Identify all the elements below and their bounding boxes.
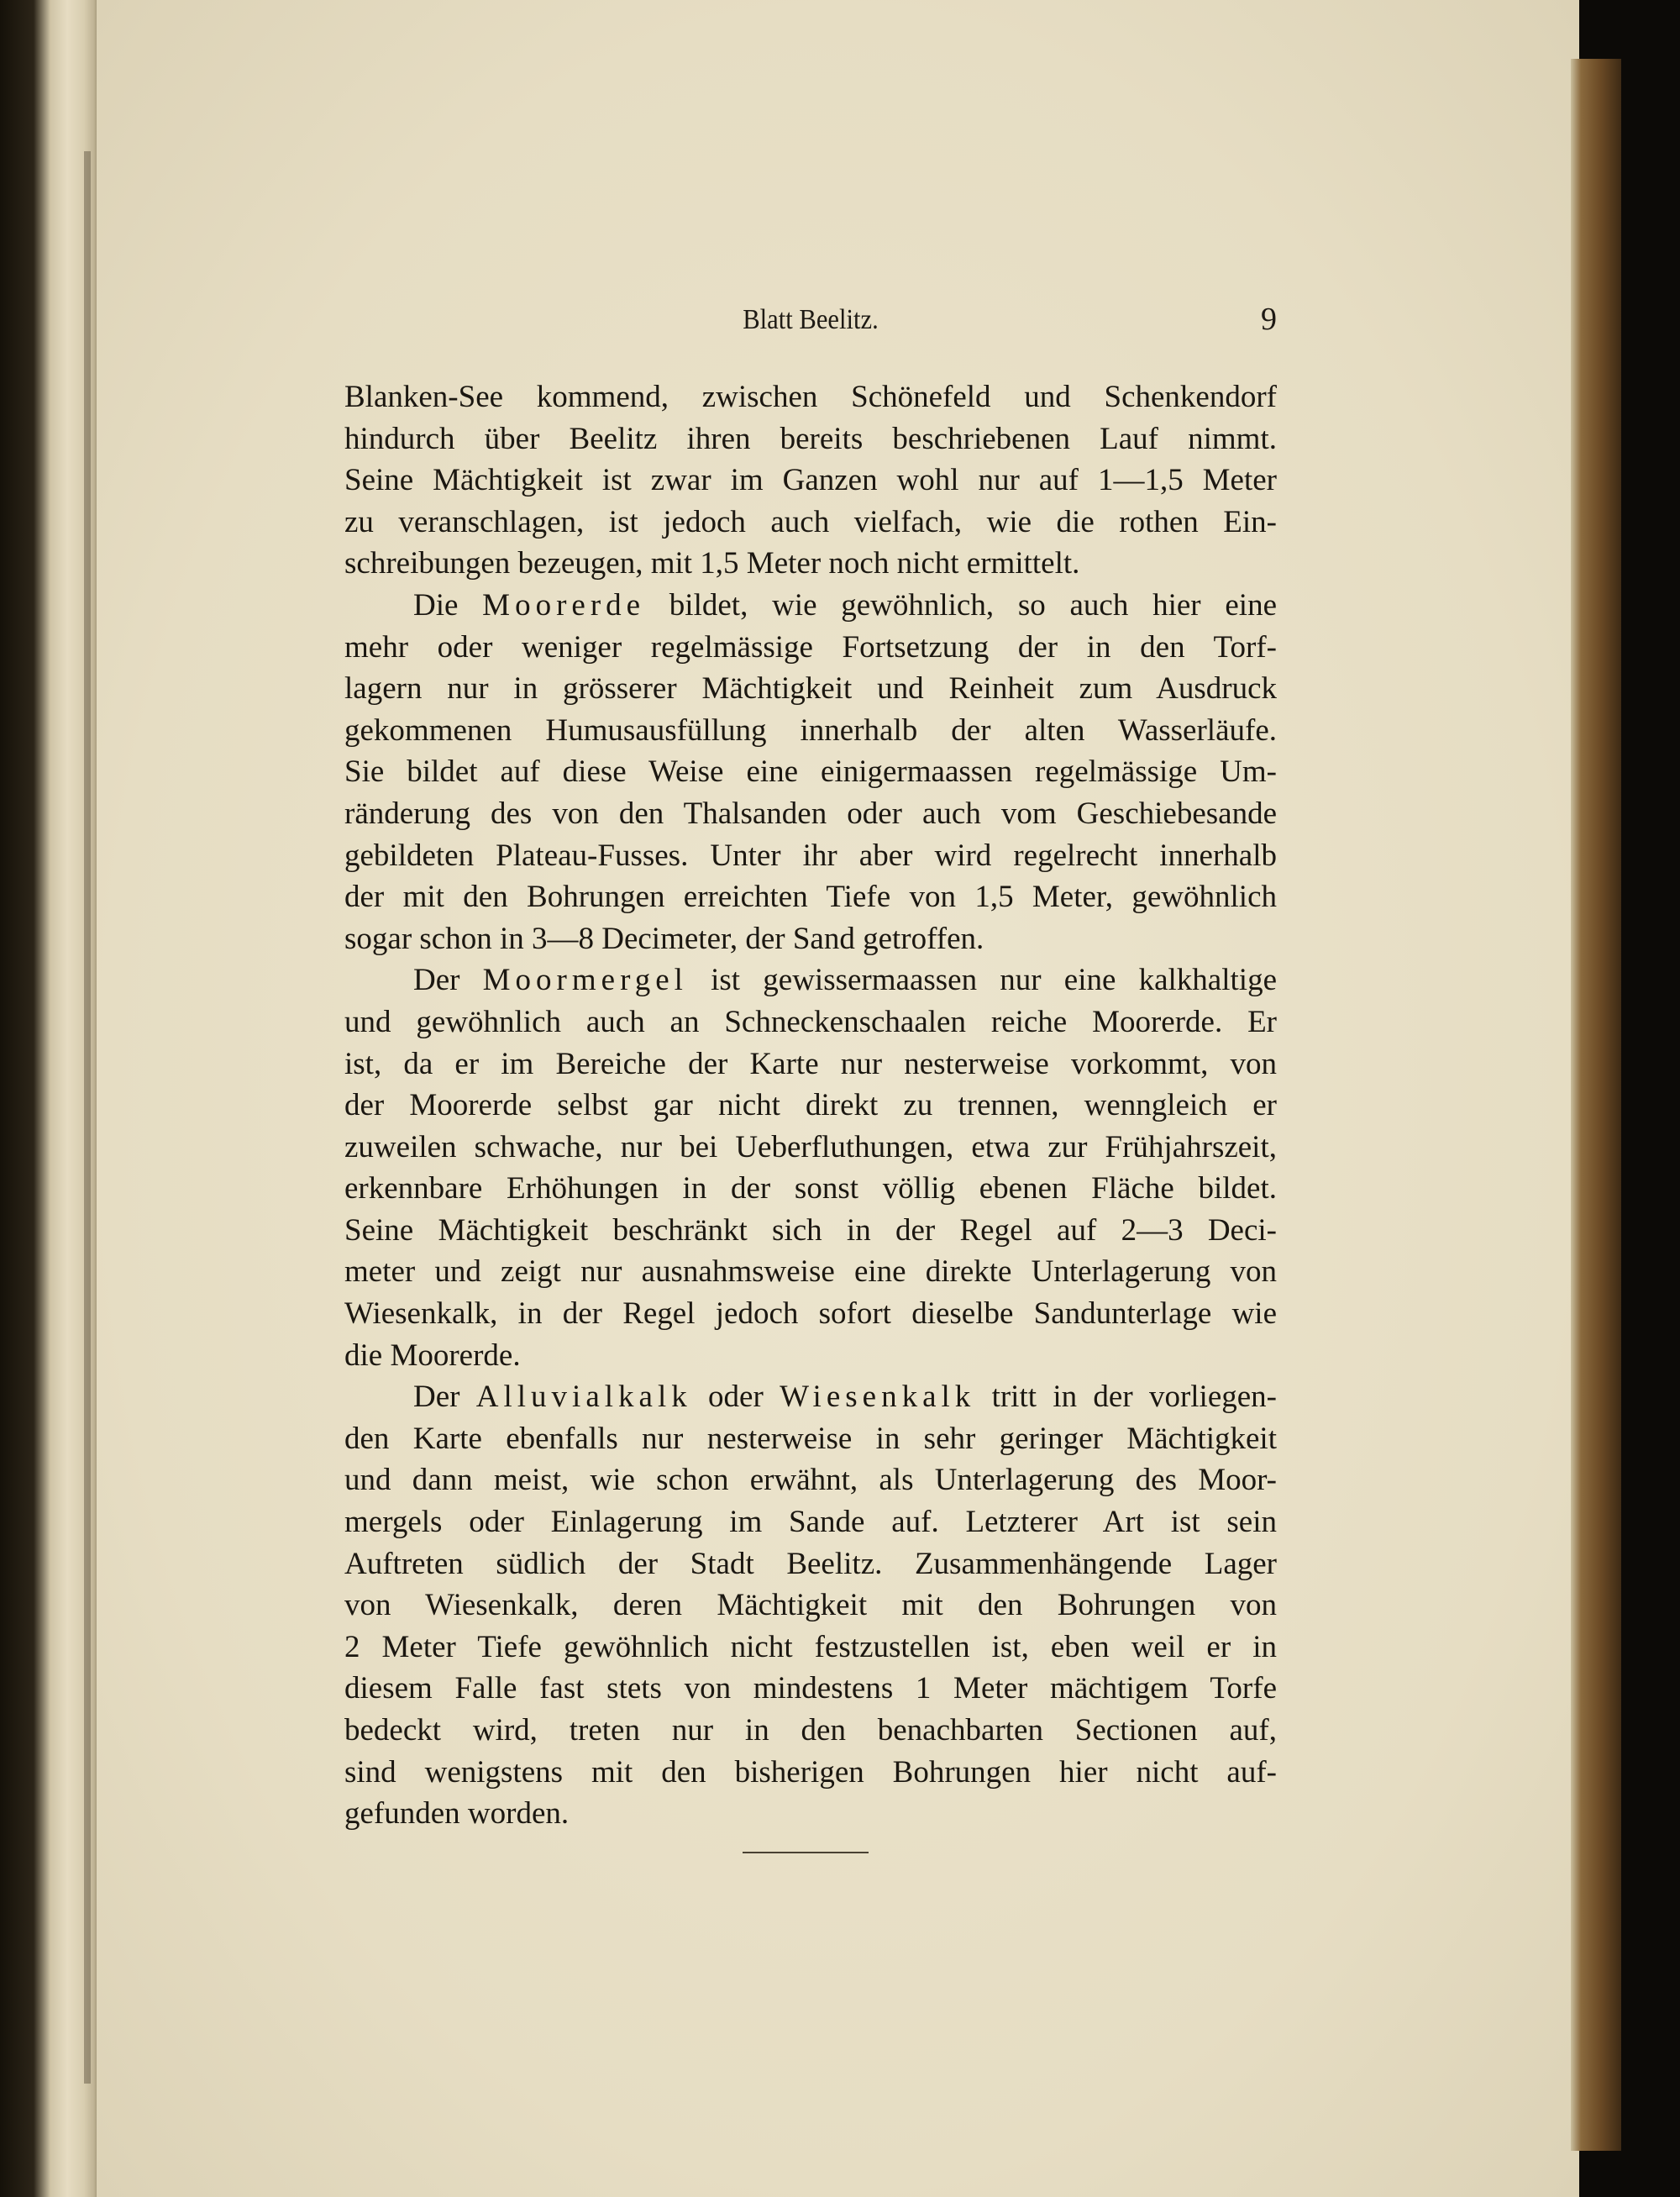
- text-line: hindurch über Beelitz ihren bereits beschriebenen Lauf nimmt.: [344, 421, 1277, 456]
- spaced-term: Alluvialkalk: [475, 1380, 692, 1415]
- text-line: bedeckt wird, treten nur in den benachbarten Sectionen auf,: [344, 1713, 1277, 1748]
- text-line: zuweilen schwache, nur bei Ueberfluthungen, etwa zur Frühjahrszeit,: [344, 1129, 1277, 1164]
- text-line: gefunden worden.: [344, 1796, 570, 1832]
- body-text: [344, 376, 1277, 1835]
- running-header: [344, 304, 1277, 346]
- text-line: mergels oder Einlagerung im Sande auf. Letzterer Art ist sein: [344, 1505, 1277, 1540]
- text-line: Seine Mächtigkeit ist zwar im Ganzen wohl nur auf 1—1,5 Meter: [344, 463, 1277, 498]
- text-line: lagern nur in grösserer Mächtigkeit und Reinheit zum Ausdruck: [344, 671, 1277, 707]
- book-binding: [0, 0, 97, 2197]
- text-line: ist, da er im Bereiche der Karte nur nesterweise vorkommt, von: [344, 1046, 1277, 1081]
- text-line: der Moorerde selbst gar nicht direkt zu trennen, wenngleich er: [344, 1088, 1277, 1123]
- binding-crease: [84, 151, 91, 2084]
- text-line: meter und zeigt nur ausnahmsweise eine direkte Unterlagerung von: [344, 1254, 1277, 1290]
- text-line: schreibungen bezeugen, mit 1,5 Meter noch nicht ermittelt.: [344, 546, 1080, 581]
- page-number: 9: [1261, 302, 1277, 337]
- text-line: ränderung des von den Thalsanden oder auch vom Geschiebesande: [344, 796, 1277, 831]
- text-line: diesem Falle fast stets von mindestens 1 Meter mächtigem Torfe: [344, 1671, 1277, 1706]
- text-line: die Moorerde.: [344, 1338, 521, 1373]
- text-line: sogar schon in 3—8 Decimeter, der Sand getroffen.: [344, 921, 984, 956]
- text-line: erkennbare Erhöhungen in der sonst völlig ebenen Fläche bildet.: [344, 1171, 1277, 1206]
- text-line: Auftreten südlich der Stadt Beelitz. Zusammenhängende Lager: [344, 1546, 1277, 1581]
- text-line: mehr oder weniger regelmässige Fortsetzung der in den Torf-: [344, 629, 1277, 665]
- text-line: und gewöhnlich auch an Schneckenschaalen reiche Moorerde. Er: [344, 1004, 1277, 1039]
- text-line: sind wenigstens mit den bisherigen Bohrungen hier nicht auf-: [344, 1754, 1277, 1790]
- text-line: gebildeten Plateau-Fusses. Unter ihr aber wird regelrecht innerhalb: [344, 838, 1277, 873]
- running-title: Blatt Beelitz.: [743, 304, 879, 335]
- spaced-term: Moorerde: [482, 587, 646, 623]
- text-line: Blanken-See kommend, zwischen Schönefeld und Schenkendorf: [344, 380, 1277, 414]
- page-edge: [1571, 59, 1621, 2151]
- text-line: Seine Mächtigkeit beschränkt sich in der Regel auf 2—3 Deci-: [344, 1212, 1277, 1248]
- text-line: von Wiesenkalk, deren Mächtigkeit mit den Bohrungen von: [344, 1588, 1277, 1623]
- text-line: Wiesenkalk, in der Regel jedoch sofort dieselbe Sandunterlage wie: [344, 1296, 1277, 1332]
- text-line: der mit den Bohrungen erreichten Tiefe von 1,5 Meter, gewöhnlich: [344, 880, 1277, 915]
- text-line: zu veranschlagen, ist jedoch auch vielfach, wie die rothen Ein-: [344, 504, 1277, 539]
- text-line: gekommenen Humusausfüllung innerhalb der alten Wasserläufe.: [344, 712, 1277, 748]
- text-line: 2 Meter Tiefe gewöhnlich nicht festzustellen ist, eben weil er in: [344, 1629, 1277, 1664]
- text-line: Die Moorerde bildet, wie gewöhnlich, so auch hier eine: [413, 587, 1277, 623]
- spaced-term: Moormergel: [482, 963, 688, 998]
- end-rule: [743, 1852, 869, 1853]
- text-line: Sie bildet auf diese Weise eine einigermaassen regelmässige Um-: [344, 754, 1277, 790]
- text-line: Der Alluvialkalk oder Wiesenkalk tritt in der vorliegen-: [413, 1380, 1278, 1415]
- text-line: den Karte ebenfalls nur nesterweise in sehr geringer Mächtigkeit: [344, 1421, 1277, 1456]
- text-line: Der Moormergel ist gewissermaassen nur eine kalkhaltige: [413, 963, 1277, 998]
- spaced-term: Wiesenkalk: [780, 1380, 976, 1415]
- text-line: und dann meist, wie schon erwähnt, als Unterlagerung des Moor-: [344, 1463, 1277, 1498]
